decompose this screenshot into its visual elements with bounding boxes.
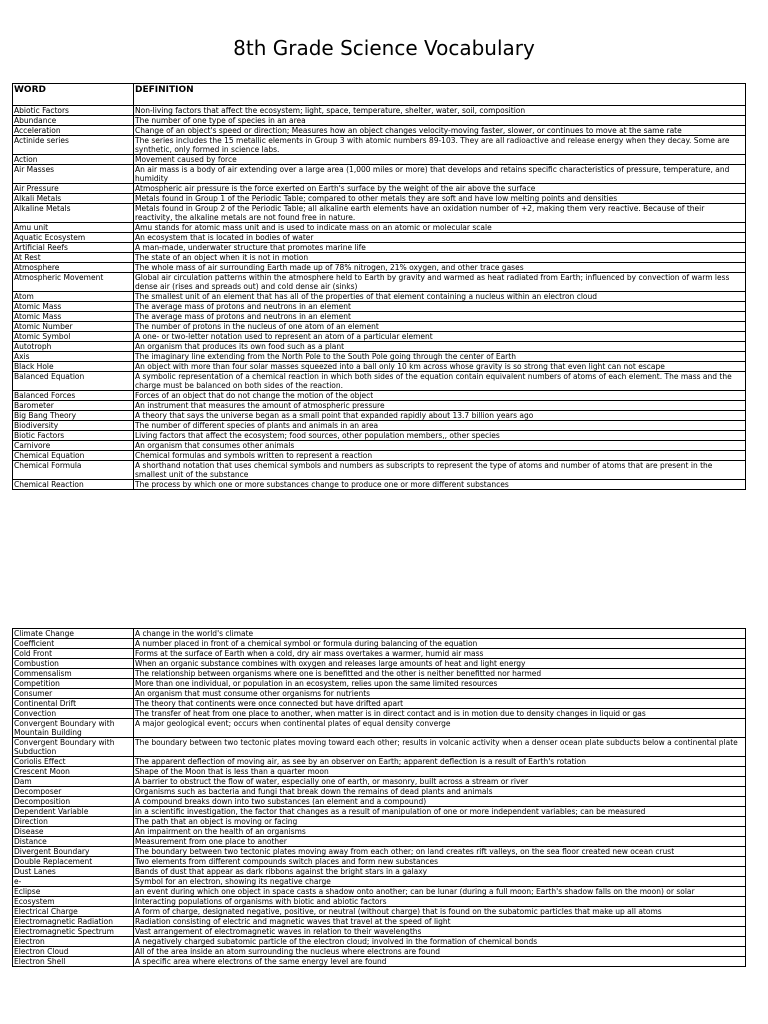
definition-cell: The process by which one or more substances change to produce one or more different substances bbox=[134, 480, 746, 490]
table-row bbox=[13, 273, 746, 292]
definition-cell: The whole mass of air surrounding Earth made up of 78% nitrogen, 21% oxygen, and other trace gases bbox=[134, 263, 746, 273]
table-row bbox=[13, 897, 746, 907]
definition-cell: Shape of the Moon that is less than a quarter moon bbox=[134, 767, 746, 777]
table-row bbox=[13, 441, 746, 451]
table-row bbox=[13, 302, 746, 312]
table-row bbox=[13, 937, 746, 947]
definition-cell: Metals found in Group 1 of the Periodic Table; compared to other metals they are soft and have low melting points and densities bbox=[134, 194, 746, 204]
definition-cell: The imaginary line extending from the North Pole to the South Pole going through the center of Earth bbox=[134, 352, 746, 362]
word-cell: At Rest bbox=[13, 253, 134, 263]
table-row bbox=[13, 401, 746, 411]
word-cell: Decomposition bbox=[13, 797, 134, 807]
word-cell: Consumer bbox=[13, 689, 134, 699]
definition-cell: A number placed in front of a chemical symbol or formula during balancing of the equation bbox=[134, 639, 746, 649]
definition-cell: A theory that says the universe began as a small point that expanded rapidly about 13.7 billion years ago bbox=[134, 411, 746, 421]
word-cell: Dam bbox=[13, 777, 134, 787]
definition-cell: Atmospheric air pressure is the force exerted on Earth's surface by the weight of the air above the surface bbox=[134, 184, 746, 194]
word-cell: Double Replacement bbox=[13, 857, 134, 867]
table-row bbox=[13, 480, 746, 490]
table-row bbox=[13, 907, 746, 917]
table-row bbox=[13, 223, 746, 233]
table-row bbox=[13, 877, 746, 887]
word-cell: Biodiversity bbox=[13, 421, 134, 431]
vocabulary-table-1 bbox=[12, 83, 746, 490]
word-cell: Air Masses bbox=[13, 165, 134, 184]
word-cell: Chemical Equation bbox=[13, 451, 134, 461]
definition-cell: A major geological event; occurs when continental plates of equal density converge bbox=[134, 719, 746, 738]
table-row bbox=[13, 699, 746, 709]
table-header-row bbox=[13, 84, 746, 106]
definition-cell: When an organic substance combines with oxygen and releases large amounts of heat and light energy bbox=[134, 659, 746, 669]
table-row bbox=[13, 827, 746, 837]
definition-cell: Organisms such as bacteria and fungi that break down the remains of dead plants and animals bbox=[134, 787, 746, 797]
word-cell: Air Pressure bbox=[13, 184, 134, 194]
word-cell: Distance bbox=[13, 837, 134, 847]
table-row bbox=[13, 757, 746, 767]
table-row bbox=[13, 947, 746, 957]
word-cell: Atmospheric Movement bbox=[13, 273, 134, 292]
table-row bbox=[13, 807, 746, 817]
definition-cell: An organism that must consume other organisms for nutrients bbox=[134, 689, 746, 699]
definition-cell: Forces of an object that do not change the motion of the object bbox=[134, 391, 746, 401]
definition-cell: The smallest unit of an element that has all of the properties of that element containing a nucleus within an electron cloud bbox=[134, 292, 746, 302]
table-row bbox=[13, 659, 746, 669]
definition-cell: The theory that continents were once connected but have drifted apart bbox=[134, 699, 746, 709]
table-row bbox=[13, 243, 746, 253]
definition-cell: An instrument that measures the amount of atmospheric pressure bbox=[134, 401, 746, 411]
definition-cell: A form of charge, designated negative, positive, or neutral (without charge) that is found on the subatomic particles that make up all atoms bbox=[134, 907, 746, 917]
definition-cell: The state of an object when it is not in motion bbox=[134, 253, 746, 263]
table-row bbox=[13, 126, 746, 136]
word-cell: Abundance bbox=[13, 116, 134, 126]
word-cell: Alkaline Metals bbox=[13, 204, 134, 223]
table-row bbox=[13, 106, 746, 116]
table-row bbox=[13, 253, 746, 263]
table-row bbox=[13, 342, 746, 352]
word-cell: Coriolis Effect bbox=[13, 757, 134, 767]
word-cell: Convection bbox=[13, 709, 134, 719]
definition-cell: A change in the world's climate bbox=[134, 629, 746, 639]
word-cell: Amu unit bbox=[13, 223, 134, 233]
word-cell: Action bbox=[13, 155, 134, 165]
definition-cell: The number of protons in the nucleus of one atom of an element bbox=[134, 322, 746, 332]
word-cell: Commensalism bbox=[13, 669, 134, 679]
word-cell: Chemical Formula bbox=[13, 461, 134, 480]
table-row bbox=[13, 421, 746, 431]
table-row bbox=[13, 927, 746, 937]
table-row bbox=[13, 411, 746, 421]
definition-cell: An ecosystem that is located in bodies of water bbox=[134, 233, 746, 243]
word-cell: Climate Change bbox=[13, 629, 134, 639]
word-cell: Eclipse bbox=[13, 887, 134, 897]
table-row bbox=[13, 461, 746, 480]
definition-cell: The path that an object is moving or facing bbox=[134, 817, 746, 827]
word-cell: Artificial Reefs bbox=[13, 243, 134, 253]
table-row bbox=[13, 233, 746, 243]
table-row bbox=[13, 639, 746, 649]
table-row bbox=[13, 787, 746, 797]
definition-cell: The number of one type of species in an area bbox=[134, 116, 746, 126]
word-cell: Aquatic Ecosystem bbox=[13, 233, 134, 243]
header-definition: DEFINITION bbox=[134, 84, 746, 106]
table-row bbox=[13, 738, 746, 757]
word-cell: Convergent Boundary with Mountain Building bbox=[13, 719, 134, 738]
word-cell: Balanced Equation bbox=[13, 372, 134, 391]
header-word: WORD bbox=[13, 84, 134, 106]
table-row bbox=[13, 709, 746, 719]
definition-cell: The transfer of heat from one place to another, when matter is in direct contact and is in motion due to density changes in liquid or gas bbox=[134, 709, 746, 719]
definition-cell: Non-living factors that affect the ecosystem; light, space, temperature, shelter, water, soil, composition bbox=[134, 106, 746, 116]
definition-cell: Interacting populations of organisms with biotic and abiotic factors bbox=[134, 897, 746, 907]
definition-cell: Global air circulation patterns within the atmosphere held to Earth by gravity and warmed as heat radiated from Earth; influenced by convection of warm less dense air (rises and spreads out) and cold dense air (sinks) bbox=[134, 273, 746, 292]
definition-cell: Vast arrangement of electromagnetic waves in relation to their wavelengths bbox=[134, 927, 746, 937]
definition-cell: A negatively charged subatomic particle of the electron cloud; involved in the formation of chemical bonds bbox=[134, 937, 746, 947]
definition-cell: Movement caused by force bbox=[134, 155, 746, 165]
word-cell: Atom bbox=[13, 292, 134, 302]
table-row bbox=[13, 847, 746, 857]
definition-cell: Forms at the surface of Earth when a cold, dry air mass overtakes a warmer, humid air mass bbox=[134, 649, 746, 659]
definition-cell: An air mass is a body of air extending over a large area (1,000 miles or more) that develops and retains specific characteristics of pressure, temperature, and humidity bbox=[134, 165, 746, 184]
table-row bbox=[13, 887, 746, 897]
vocabulary-table-2 bbox=[12, 628, 746, 967]
definition-cell: A specific area where electrons of the same energy level are found bbox=[134, 957, 746, 967]
word-cell: Big Bang Theory bbox=[13, 411, 134, 421]
table-row bbox=[13, 431, 746, 441]
table-row bbox=[13, 867, 746, 877]
table-row bbox=[13, 957, 746, 967]
word-cell: Electromagnetic Spectrum bbox=[13, 927, 134, 937]
table-row bbox=[13, 917, 746, 927]
table-row bbox=[13, 292, 746, 302]
word-cell: Atomic Symbol bbox=[13, 332, 134, 342]
word-cell: Electromagnetic Radiation bbox=[13, 917, 134, 927]
table-row bbox=[13, 362, 746, 372]
table-row bbox=[13, 837, 746, 847]
table-row bbox=[13, 689, 746, 699]
word-cell: Convergent Boundary with Subduction bbox=[13, 738, 134, 757]
word-cell: Decomposer bbox=[13, 787, 134, 797]
table-row bbox=[13, 116, 746, 126]
word-cell: Coefficient bbox=[13, 639, 134, 649]
table-row bbox=[13, 322, 746, 332]
definition-cell: Two elements from different compounds switch places and form new substances bbox=[134, 857, 746, 867]
definition-cell: The boundary between two tectonic plates moving toward each other; results in volcanic activity when a denser ocean plate subducts below a continental plate bbox=[134, 738, 746, 757]
definition-cell: Amu stands for atomic mass unit and is used to indicate mass on an atomic or molecular scale bbox=[134, 223, 746, 233]
word-cell: Disease bbox=[13, 827, 134, 837]
word-cell: Atomic Number bbox=[13, 322, 134, 332]
word-cell: Actinide series bbox=[13, 136, 134, 155]
table-row bbox=[13, 204, 746, 223]
word-cell: Crescent Moon bbox=[13, 767, 134, 777]
word-cell: Chemical Reaction bbox=[13, 480, 134, 490]
definition-cell: The relationship between organisms where one is benefitted and the other is neither benefitted nor harmed bbox=[134, 669, 746, 679]
definition-cell: An organism that produces its own food such as a plant bbox=[134, 342, 746, 352]
table-row bbox=[13, 372, 746, 391]
word-cell: Atomic Mass bbox=[13, 302, 134, 312]
word-cell: Barometer bbox=[13, 401, 134, 411]
word-cell: Competition bbox=[13, 679, 134, 689]
table-row bbox=[13, 391, 746, 401]
definition-cell: The apparent deflection of moving air, as see by an observer on Earth; apparent deflection is a result of Earth's rotation bbox=[134, 757, 746, 767]
table-row bbox=[13, 155, 746, 165]
definition-cell: Metals found in Group 2 of the Periodic Table; all alkaline earth elements have an oxidation number of +2, making them very reactive. Because of their reactivity, the alkaline metals are not found free in nature. bbox=[134, 204, 746, 223]
word-cell: Continental Drift bbox=[13, 699, 134, 709]
definition-cell: The average mass of protons and neutrons in an element bbox=[134, 302, 746, 312]
definition-cell: Change of an object's speed or direction; Measures how an object changes velocity-moving faster, slower, or continues to move at the same rate bbox=[134, 126, 746, 136]
table-row bbox=[13, 679, 746, 689]
table-row bbox=[13, 719, 746, 738]
word-cell: Direction bbox=[13, 817, 134, 827]
word-cell: Balanced Forces bbox=[13, 391, 134, 401]
definition-cell: An impairment on the health of an organisms bbox=[134, 827, 746, 837]
table-row bbox=[13, 312, 746, 322]
definition-cell: in a scientific investigation, the factor that changes as a result of manipulation of one or more independent variables; can be measured bbox=[134, 807, 746, 817]
word-cell: Electron Cloud bbox=[13, 947, 134, 957]
table-row bbox=[13, 332, 746, 342]
word-cell: Cold Front bbox=[13, 649, 134, 659]
table-row bbox=[13, 797, 746, 807]
table-row bbox=[13, 857, 746, 867]
definition-cell: The series includes the 15 metallic elements in Group 3 with atomic numbers 89-103. They are all radioactive and release energy when they decay. Some are synthetic, only formed in science labs. bbox=[134, 136, 746, 155]
word-cell: Divergent Boundary bbox=[13, 847, 134, 857]
definition-cell: A symbolic representation of a chemical reaction in which both sides of the equation contain equivalent numbers of atoms of each element. The mass and the charge must be balanced on both sides of the reaction. bbox=[134, 372, 746, 391]
definition-cell: Living factors that affect the ecosystem; food sources, other population members,, other species bbox=[134, 431, 746, 441]
definition-cell: Radiation consisting of electric and magnetic waves that travel at the speed of light bbox=[134, 917, 746, 927]
definition-cell: A compound breaks down into two substances (an element and a compound) bbox=[134, 797, 746, 807]
word-cell: Dust Lanes bbox=[13, 867, 134, 877]
word-cell: Carnivore bbox=[13, 441, 134, 451]
definition-cell: The boundary between two tectonic plates moving away from each other; on land creates rift valleys, on the sea floor created new ocean crust bbox=[134, 847, 746, 857]
word-cell: Acceleration bbox=[13, 126, 134, 136]
page-title: 8th Grade Science Vocabulary bbox=[233, 36, 535, 60]
word-cell: Electrical Charge bbox=[13, 907, 134, 917]
word-cell: Ecosystem bbox=[13, 897, 134, 907]
word-cell: Electron bbox=[13, 937, 134, 947]
word-cell: Biotic Factors bbox=[13, 431, 134, 441]
word-cell: Abiotic Factors bbox=[13, 106, 134, 116]
word-cell: e- bbox=[13, 877, 134, 887]
word-cell: Combustion bbox=[13, 659, 134, 669]
definition-cell: A man-made, underwater structure that promotes marine life bbox=[134, 243, 746, 253]
word-cell: Alkali Metals bbox=[13, 194, 134, 204]
table-row bbox=[13, 263, 746, 273]
definition-cell: an event during which one object in space casts a shadow onto another; can be lunar (during a full moon; Earth's shadow falls on the moon) or solar bbox=[134, 887, 746, 897]
table-row bbox=[13, 629, 746, 639]
word-cell: Autotroph bbox=[13, 342, 134, 352]
definition-cell: All of the area inside an atom surrounding the nucleus where electrons are found bbox=[134, 947, 746, 957]
definition-cell: A barrier to obstruct the flow of water, especially one of earth, or masonry, built across a stream or river bbox=[134, 777, 746, 787]
table-row bbox=[13, 767, 746, 777]
table-row bbox=[13, 649, 746, 659]
table-row bbox=[13, 352, 746, 362]
word-cell: Axis bbox=[13, 352, 134, 362]
word-cell: Black Hole bbox=[13, 362, 134, 372]
definition-cell: Chemical formulas and symbols written to represent a reaction bbox=[134, 451, 746, 461]
table-row bbox=[13, 165, 746, 184]
table-row bbox=[13, 451, 746, 461]
table-row bbox=[13, 194, 746, 204]
word-cell: Atomic Mass bbox=[13, 312, 134, 322]
definition-cell: An organism that consumes other animals bbox=[134, 441, 746, 451]
definition-cell: An object with more than four solar masses squeezed into a ball only 10 km across whose gravity is so strong that even light can not escape bbox=[134, 362, 746, 372]
table-row bbox=[13, 817, 746, 827]
definition-cell: Measurement from one place to another bbox=[134, 837, 746, 847]
table-row bbox=[13, 136, 746, 155]
definition-cell: Symbol for an electron, showing its negative charge bbox=[134, 877, 746, 887]
definition-cell: A shorthand notation that uses chemical symbols and numbers as subscripts to represent the type of atoms and number of atoms that are present in the smallest unit of the substance bbox=[134, 461, 746, 480]
word-cell: Atmosphere bbox=[13, 263, 134, 273]
word-cell: Dependent Variable bbox=[13, 807, 134, 817]
definition-cell: More than one individual, or population in an ecosystem, relies upon the same limited resources bbox=[134, 679, 746, 689]
definition-cell: Bands of dust that appear as dark ribbons against the bright stars in a galaxy bbox=[134, 867, 746, 877]
definition-cell: A one- or two-letter notation used to represent an atom of a particular element bbox=[134, 332, 746, 342]
definition-cell: The average mass of protons and neutrons in an element bbox=[134, 312, 746, 322]
word-cell: Electron Shell bbox=[13, 957, 134, 967]
table-row bbox=[13, 184, 746, 194]
table-row bbox=[13, 777, 746, 787]
definition-cell: The number of different species of plants and animals in an area bbox=[134, 421, 746, 431]
table-row bbox=[13, 669, 746, 679]
